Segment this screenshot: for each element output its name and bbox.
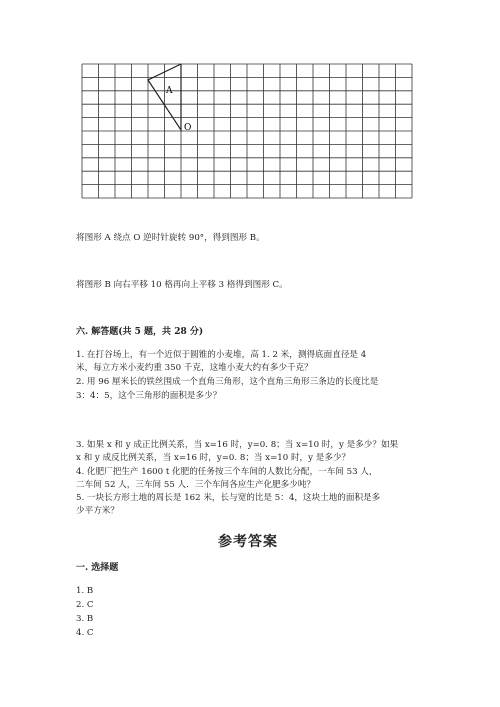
- label-a: A: [166, 86, 173, 96]
- q-line: 二车间 52 人，三车间 55 人．三个车间各应生产化肥多少吨？: [76, 480, 316, 490]
- instruction-2: 将图形 B 向右平移 10 格再向上平移 3 格得到图形 C。: [76, 280, 288, 290]
- label-o: O: [184, 123, 192, 133]
- answer-item: 1. B: [76, 586, 94, 596]
- grid-lines: [82, 64, 412, 198]
- answer-item: 3. B: [76, 614, 94, 624]
- answers-title: 参考答案: [218, 534, 278, 550]
- instruction-1: 将图形 A 绕点 O 逆时针旋转 90°，得到图形 B。: [76, 233, 265, 243]
- grid-figure: [0, 0, 500, 210]
- answer-item: 4. C: [76, 628, 94, 638]
- q-line: 3：4：5，这个三角形的面积是多少？: [76, 391, 222, 401]
- answers-section1-title: 一. 选择题: [76, 563, 119, 573]
- q-line: 5. 一块长方形土地的周长是 162 米，长与宽的比是 5：4，这块土地的面积是多: [76, 493, 381, 503]
- q-line: 1. 在打谷场上，有一个近似于圆锥的小麦堆，高 1. 2 米，测得底面直径是 4: [76, 350, 367, 360]
- q-line: x 和 y 成反比例关系，当 x=16 时，y=0. 8；当 x=10 时，y 是多少？: [76, 453, 351, 463]
- answer-item: 2. C: [76, 600, 94, 610]
- q-line: 少平方米？: [76, 506, 119, 516]
- section6-title: 六. 解答题(共 5 题，共 28 分): [76, 327, 204, 337]
- q-line: 2. 用 96 厘米长的铁丝围成一个直角三角形，这个直角三角形三条边的长度比是: [76, 377, 379, 387]
- q-line: 米，每立方米小麦约重 350 千克，这堆小麦大约有多少千克？: [76, 363, 313, 373]
- q-line: 4. 化肥厂把生产 1600 t 化肥的任务按三个车间的人数比分配，一车间 53 人，: [76, 467, 378, 477]
- q-line: 3. 如果 x 和 y 成正比例关系，当 x=16 时，y=0. 8；当 x=10 时，y 是多少？如果: [76, 440, 399, 450]
